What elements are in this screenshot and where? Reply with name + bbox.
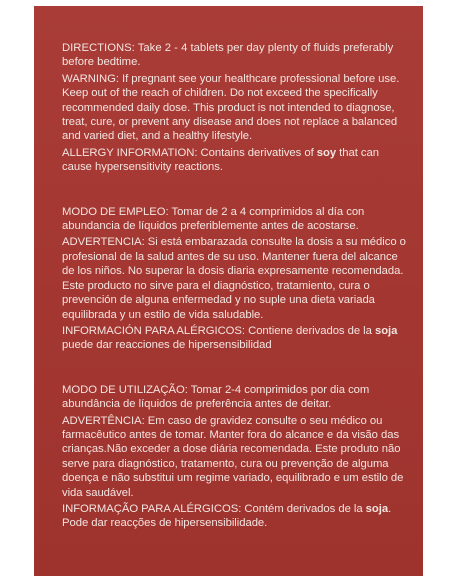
english-warning-text: If pregnant see your healthcare professional before use. Keep out of the reach of children. Do not exceed the specifically recommended daily dose. This product is not intended to diagnose, treat, cure, or prevent any disease and does not replace a balanced and varied diet, and a healthy lifestyle.	[62, 72, 400, 143]
portuguese-allergy	[62, 502, 409, 531]
portuguese-directions-text: Tomar 2-4 comprimidos por dia com abundância de líquidos de preferência antes de deitar.	[62, 383, 370, 411]
english-section	[62, 41, 409, 175]
english-allergy-label: ALLERGY INFORMATION:	[62, 146, 198, 159]
english-directions	[62, 41, 409, 70]
english-allergen: soy	[316, 146, 337, 159]
portuguese-directions	[62, 383, 409, 412]
portuguese-allergy-label: INFORMAÇÃO PARA ALÉRGICOS:	[62, 502, 242, 515]
english-directions-text: Take 2 - 4 tablets per day plenty of fluids preferably before bedtime.	[62, 42, 394, 69]
spanish-directions-label: MODO DE EMPLEO:	[62, 205, 169, 218]
english-directions-label: DIRECTIONS:	[62, 42, 135, 54]
english-warning-label: WARNING:	[62, 72, 119, 85]
portuguese-directions-label: MODO DE UTILIZAÇÃO:	[62, 383, 188, 396]
spanish-directions	[62, 205, 409, 234]
label-panel	[34, 6, 423, 576]
spanish-warning-text: Si está embarazada consulte la dosis a su médico o profesional de la salud antes de su uso. Mantener fuera del alcance de los niños. No superar la dosis diaria expresamente recomendada. Este producto no sirve para el diagnóstico, tratamiento, cura o prevención de alguna enfermedad y no suple una dieta variada equilibrada y un estilo de vida saludable.	[62, 236, 406, 321]
spanish-warning	[62, 235, 409, 321]
portuguese-warning-label: ADVERTÊNCIA:	[62, 414, 145, 427]
english-allergy	[62, 146, 409, 175]
section-divider	[62, 177, 409, 205]
portuguese-warning-text: Em caso de gravidez consulte o seu médico ou farmacêutico antes de tomar. Manter fora do alcance e da visão das crianças.Não exceder a dose diária recomendada. Este produto não serve para diagnóstico, tratamento, cura ou prevenção de alguma doença e não substitui um regime variado, equilibrado e um estilo de vida saudável.	[62, 414, 404, 499]
portuguese-section	[62, 383, 409, 531]
spanish-section	[62, 205, 409, 353]
spanish-allergy	[62, 324, 409, 353]
spanish-warning-label: ADVERTENCIA:	[62, 236, 145, 249]
spanish-allergy-text-after: puede dar reacciones de hipersensibilidad	[62, 339, 272, 352]
spanish-allergy-text-before: Contiene derivados de la	[245, 324, 375, 337]
spanish-allergen: soja	[374, 324, 398, 337]
english-warning	[62, 72, 409, 144]
portuguese-allergy-text-after: . Pode dar reacções de hipersensibilidade.	[62, 502, 392, 530]
portuguese-allergy-text-before: Contém derivados de la	[241, 502, 366, 515]
english-allergy-text-after: that can cause hypersensitivity reactions.	[62, 146, 379, 174]
section-divider	[62, 355, 409, 383]
english-allergy-text-before: Contains derivatives of	[197, 146, 317, 159]
portuguese-allergen: soja	[365, 502, 389, 515]
spanish-allergy-label: INFORMACIÓN PARA ALÉRGICOS:	[62, 324, 245, 337]
portuguese-warning	[62, 414, 409, 500]
spanish-directions-text: Tomar de 2 a 4 comprimidos al día con abundancia de líquidos preferiblemente antes de acostarse.	[62, 205, 365, 233]
